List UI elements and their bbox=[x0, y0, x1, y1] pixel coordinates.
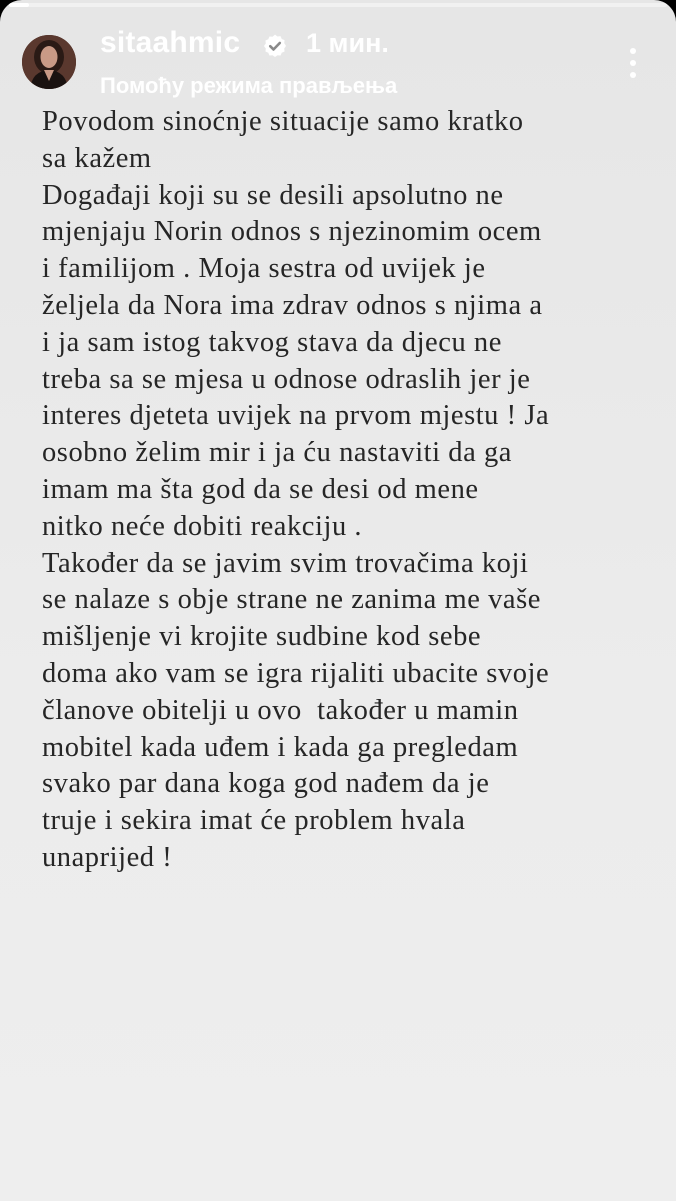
verified-badge-icon bbox=[262, 33, 288, 59]
story-text: Povodom sinoćnje situacije samo kratko sa kažem Događaji koji su se desili apsolutno ne mjenjaju Norin odnos s njezinomim ocem i familijom . Moja sestra od uvijek je željela da Nora ima zdrav odnos s njima a i ja sam istog takvog stava da djecu ne treba sa se mjesa u odnose odraslih jer je interes djeteta uvijek na prvom mjestu ! Ja osobno želim mir i ja ću nastaviti da ga imam ma šta god da se desi od mene nitko neće dobiti reakciju . Također da se javim svim trovačima koji se nalaze s obje strane ne zanima me vaše mišljenje vi krojite sudbine kod sebe doma ako vam se igra rijaliti ubacite svoje članove obitelji u ovo također u mamin mobitel kada uđem i kada ga pregledam svako par dana koga god nađem da je truje i sekira imat će problem hvala unaprijed ! bbox=[42, 106, 550, 873]
post-time: 1 мин. bbox=[306, 28, 389, 58]
story-header bbox=[0, 0, 676, 100]
avatar[interactable] bbox=[22, 35, 76, 89]
avatar-image bbox=[22, 35, 76, 89]
created-with-mode-label[interactable]: Помоћу режима прављења bbox=[100, 73, 398, 98]
more-vertical-icon[interactable] bbox=[626, 48, 640, 78]
username[interactable]: sitaahmic bbox=[100, 26, 241, 59]
